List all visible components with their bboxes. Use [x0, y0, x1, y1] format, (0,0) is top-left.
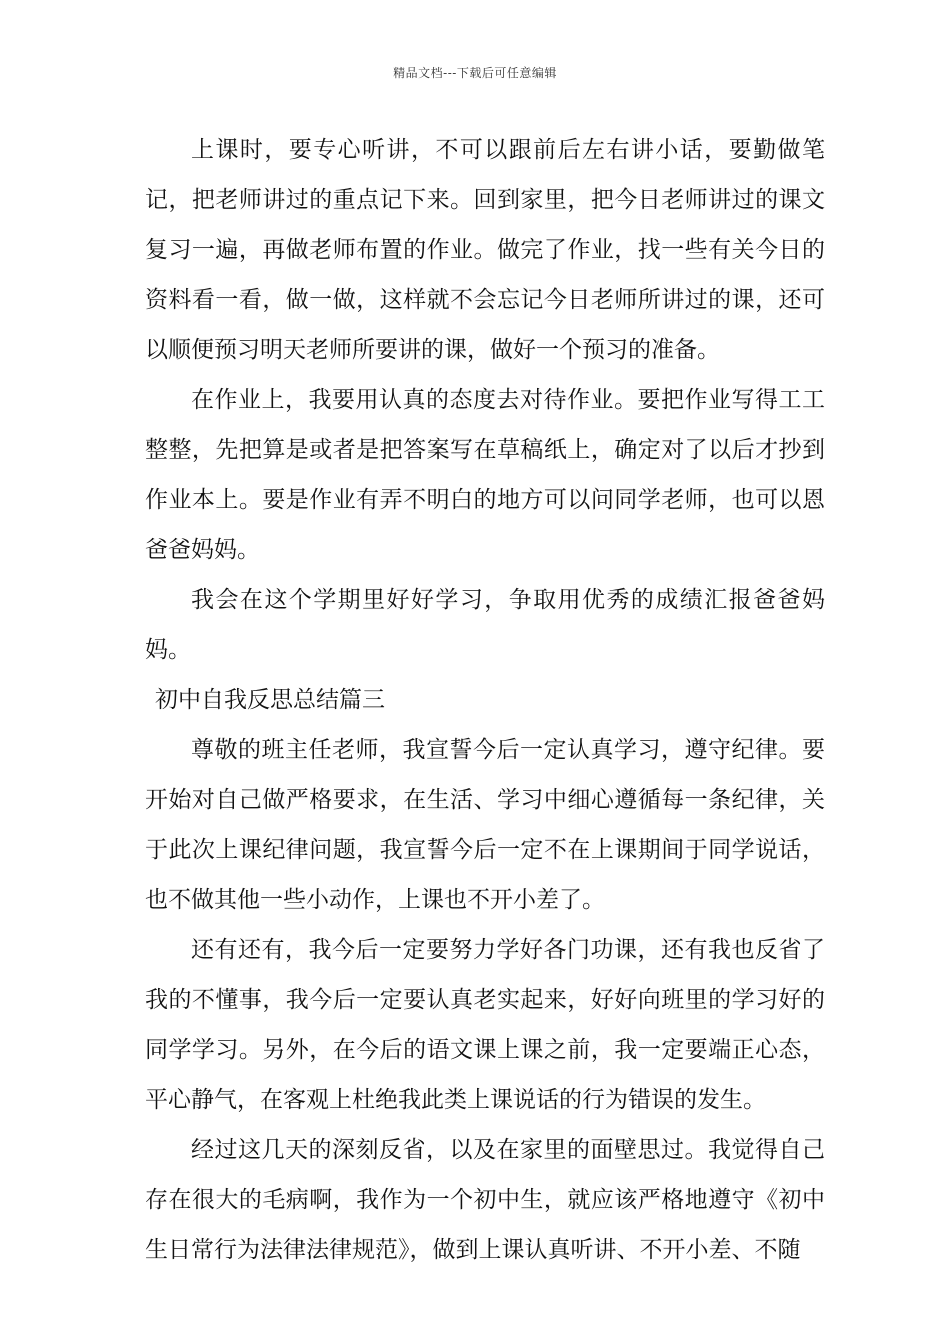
- paragraph-semester-goal: 我会在这个学期里好好学习，争取用优秀的成绩汇报爸爸妈妈。: [145, 587, 825, 663]
- paragraph-self-reflection: 还有还有，我今后一定要努力学好各门功课，还有我也反省了我的不懂事，我今后一定要认真老实起来，好好向班里的学习好的同学学习。另外，在今后的语文课上课之前，我一定要端正心态，平心静气，在客观上杜绝我此类上课说话的行为错误的发生。: [145, 937, 825, 1113]
- paragraph-pledge: 尊敬的班主任老师，我宣誓今后一定认真学习，遵守纪律。要开始对自己做严格要求，在生活、学习中细心遵循每一条纪律，关于此次上课纪律问题，我宣誓今后一定不在上课期间于同学说话，也不做其他一些小动作，上课也不开小差了。: [145, 737, 825, 913]
- paragraph-conclusion: 经过这几天的深刻反省，以及在家里的面壁思过。我觉得自己存在很大的毛病啊，我作为一个初中生，就应该严格地遵守《初中生日常行为法律法律规范》，做到上课认真听讲、不开小差、不随: [145, 1137, 825, 1263]
- paragraph-homework: 在作业上，我要用认真的态度去对待作业。要把作业写得工工整整，先把算是或者是把答案写在草稿纸上，确定对了以后才抄到作业本上。要是作业有弄不明白的地方可以问同学老师，也可以恩爸爸妈妈。: [145, 387, 825, 563]
- section-heading: 初中自我反思总结篇三: [155, 687, 385, 713]
- paragraph-class-habits: 上课时，要专心听讲，不可以跟前后左右讲小话，要勤做笔记，把老师讲过的重点记下来。回到家里，把今日老师讲过的课文复习一遍，再做老师布置的作业。做完了作业，找一些有关今日的资料看一看，做一做，这样就不会忘记今日老师所讲过的课，还可以顺便预习明天老师所要讲的课，做好一个预习的准备。: [145, 137, 825, 363]
- document-body: [145, 125, 825, 1275]
- page-header: 精品文档---下载后可任意编辑: [393, 66, 557, 80]
